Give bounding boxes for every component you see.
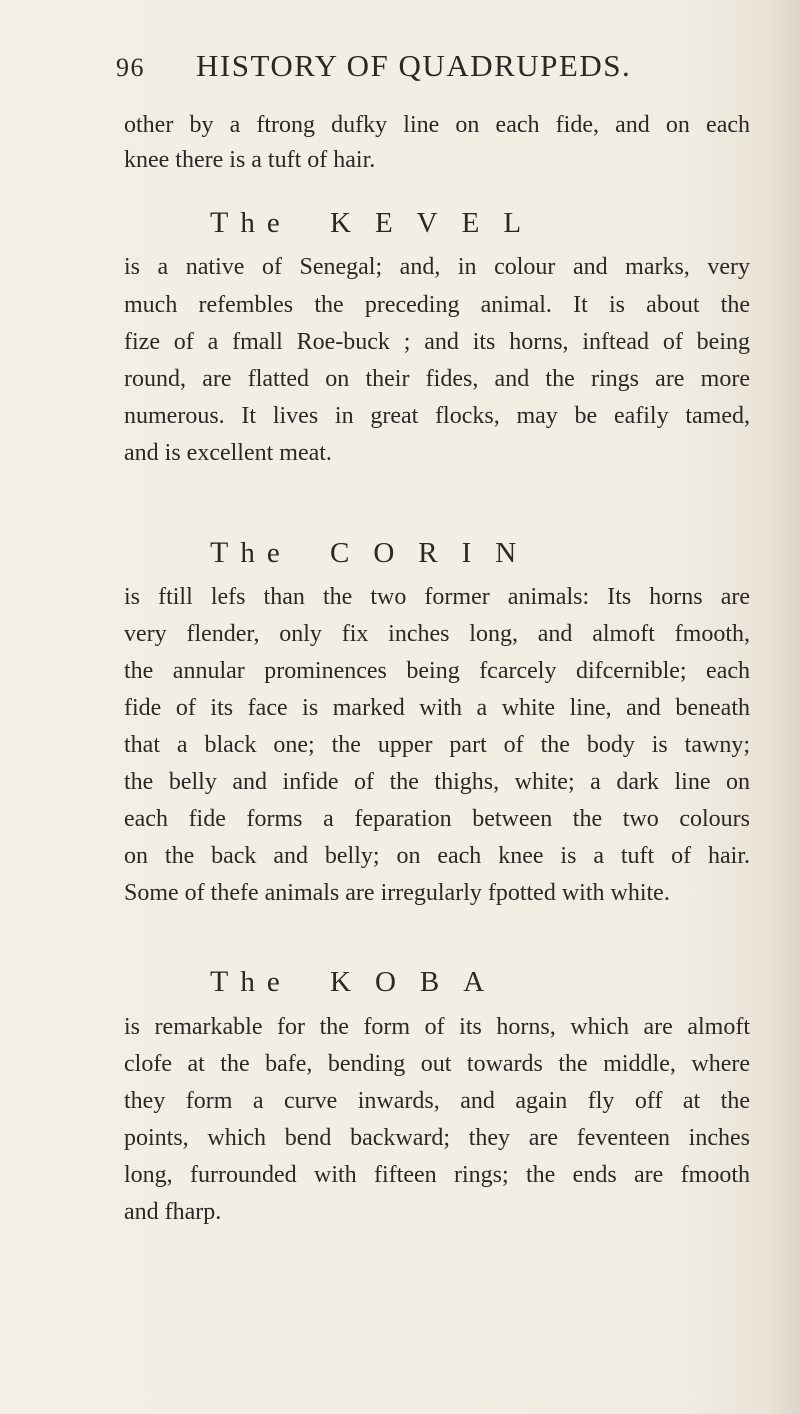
body-line: very flender, only fix inches long, and almoft fmooth, — [124, 621, 750, 647]
body-line: and is excellent meat. — [124, 440, 332, 466]
body-line: fize of a fmall Roe-buck ; and its horns, inftead of being — [124, 329, 750, 355]
running-title: HISTORY OF QUADRUPEDS. — [196, 48, 632, 83]
body-line: numerous. It lives in great flocks, may be eafily tamed, — [124, 403, 750, 429]
body-line: the annular prominences being fcarcely difcernible; each — [124, 658, 750, 684]
body-line: knee there is a tuft of hair. — [124, 147, 376, 173]
body-line: they form a curve inwards, and again fly off at the — [124, 1088, 750, 1114]
heading-name: CORIN — [330, 537, 541, 569]
body-line: clofe at the bafe, bending out towards the middle, where — [124, 1051, 750, 1077]
heading-name: KOBA — [330, 966, 509, 998]
body-line: on the back and belly; on each knee is a tuft of hair. — [124, 843, 750, 869]
heading-article: The — [210, 536, 292, 569]
body-line: each fide forms a feparation between the two colours — [124, 806, 750, 832]
page-number: 96 — [116, 53, 145, 82]
body-line: fide of its face is marked with a white line, and beneath — [124, 695, 750, 721]
body-line: round, are flatted on their fides, and the rings are more — [124, 366, 750, 392]
section-heading-corin — [210, 536, 540, 570]
body-line: is a native of Senegal; and, in colour and marks, very — [124, 254, 750, 280]
body-line: long, furrounded with fifteen rings; the ends are fmooth — [124, 1162, 750, 1188]
body-line: Some of thefe animals are irregularly fpotted with white. — [124, 880, 670, 906]
heading-article: The — [210, 206, 292, 239]
body-line: the belly and infide of the thighs, white; a dark line on — [124, 769, 750, 795]
body-line: points, which bend backward; they are feventeen inches — [124, 1125, 750, 1151]
section-heading-koba — [210, 965, 508, 999]
section-heading-kevel — [210, 206, 545, 240]
body-line: is ftill lefs than the two former animals: Its horns are — [124, 584, 750, 610]
heading-article: The — [210, 965, 292, 998]
body-line: and fharp. — [124, 1199, 222, 1225]
heading-name: KEVEL — [330, 207, 546, 239]
body-line: much refembles the preceding animal. It is about the — [124, 292, 750, 318]
body-line: is remarkable for the form of its horns, which are almoft — [124, 1014, 750, 1040]
body-line: other by a ftrong dufky line on each fide, and on each — [124, 112, 750, 138]
running-head — [116, 48, 756, 88]
body-line: that a black one; the upper part of the body is tawny; — [124, 732, 750, 758]
